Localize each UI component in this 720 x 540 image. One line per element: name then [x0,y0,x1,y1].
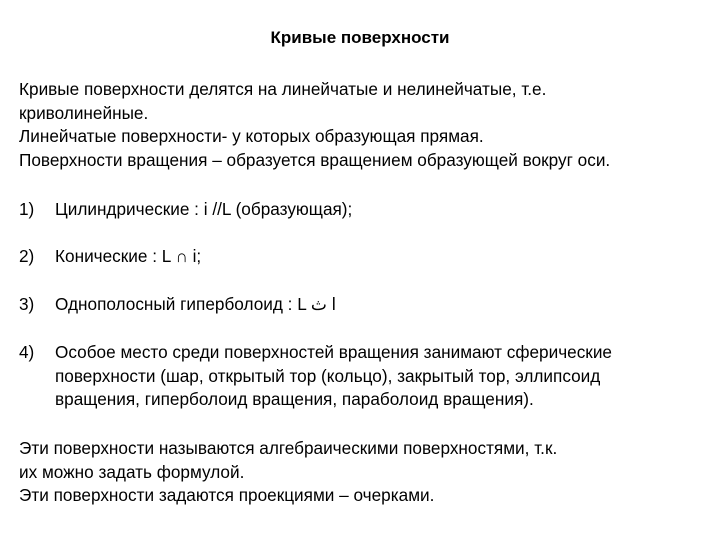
list-text-line: Особое место среди поверхностей вращения занимают сферические [55,342,612,362]
page-title: Кривые поверхности [270,28,450,47]
list-text: Конические : L ∩ i; [55,246,202,266]
outro-line: Эти поверхности называются алгебраическими поверхностями, т.к. [19,438,558,458]
list-number: 2) [19,246,35,266]
list-text: Цилиндрические : i //L (образующая); [55,199,353,219]
outro-line: их можно задать формулой. [19,461,245,482]
list-number: 1) [19,199,35,219]
list-text-line: вращения, гиперболоид вращения, параболоид вращения). [55,389,534,409]
list-text-line: поверхности (шар, открытый тор (кольцо), закрытый тор, эллипсоид [55,365,601,386]
list-item-conical [19,245,714,269]
list-number: 3) [19,294,35,314]
list-item-cylindrical [19,198,714,222]
intro-line: Линейчатые поверхности- у которых образующая прямая. [19,126,484,146]
list-text: Однополосный гиперболоид : L ث l [55,294,336,314]
outro-line: Эти поверхности задаются проекциями – очерками. [19,485,435,505]
intro-paragraph [19,78,714,172]
outro-paragraph [19,437,714,508]
list-number: 4) [19,342,35,362]
list-item-special [19,341,714,412]
list-item-hyperboloid [19,293,714,317]
intro-line: Кривые поверхности делятся на линейчатые и нелинейчатые, т.е. [19,79,547,99]
intro-line: криволинейные. [19,102,149,123]
intro-line: Поверхности вращения – образуется вращением образующей вокруг оси. [19,149,611,170]
